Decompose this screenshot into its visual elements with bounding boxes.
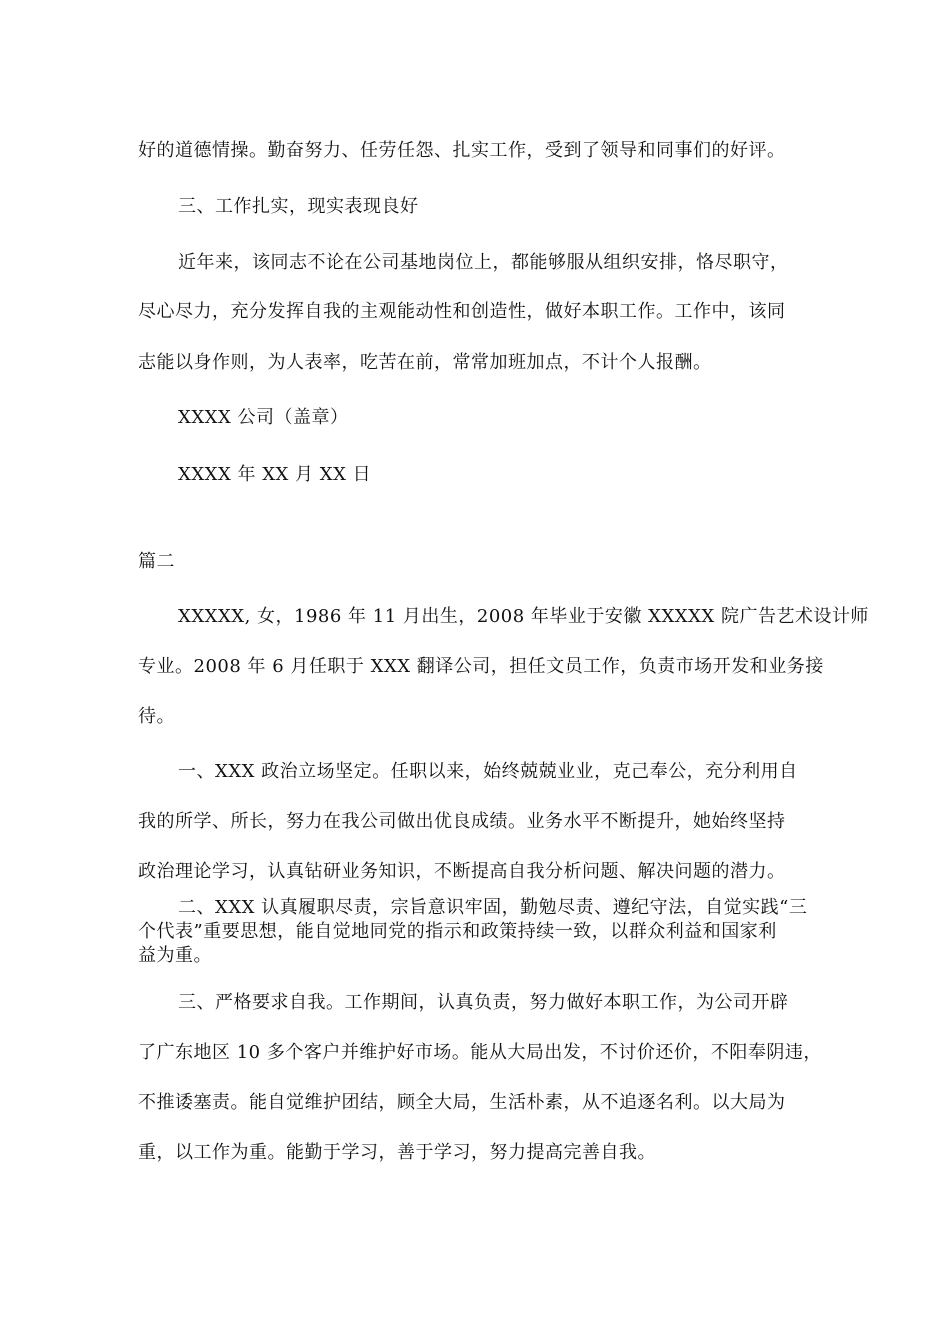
paragraph-line: 政治理论学习，认真钻研业务知识，不断提高自我分析问题、解决问题的潜力。 xyxy=(138,861,786,882)
paragraph-line: 近年来，该同志不论在公司基地岗位上，都能够服从组织安排，恪尽职守， xyxy=(178,252,789,273)
paragraph-line: 三、严格要求自我。工作期间，认真负责，努力做好本职工作，为公司开辟 xyxy=(178,992,789,1013)
section-heading: 三、工作扎实，现实表现良好 xyxy=(178,196,419,217)
paragraph-line: 待。 xyxy=(138,706,175,727)
paragraph-line: 我的所学、所长，努力在我公司做出优良成绩。业务水平不断提升，她始终坚持 xyxy=(138,811,786,832)
company-seal-line: XXXX 公司（盖章） xyxy=(178,407,349,428)
paragraph-line: 益为重。 xyxy=(138,945,212,966)
paragraph-line: XXXXX, 女，1986 年 11 月出生，2008 年毕业于安徽 XXXXX 院广告艺术设计师 xyxy=(178,606,869,627)
section-title: 篇二 xyxy=(138,551,175,572)
paragraph-line: 不推诿塞责。能自觉维护团结，顾全大局，生活朴素，从不追逐名利。以大局为 xyxy=(138,1092,786,1113)
paragraph-line: 专业。2008 年 6 月任职于 XXX 翻译公司，担任文员工作，负责市场开发和业务接 xyxy=(138,656,824,677)
paragraph-line: 好的道德情操。勤奋努力、任劳任怨、扎实工作，受到了领导和同事们的好评。 xyxy=(138,140,786,161)
paragraph-line: 志能以身作则，为人表率，吃苦在前，常常加班加点，不计个人报酬。 xyxy=(138,352,712,373)
paragraph-line: 二、XXX 认真履职尽责，宗旨意识牢固，勤勉尽责、遵纪守法，自觉实践“三 xyxy=(178,897,808,918)
date-line: XXXX 年 XX 月 XX 日 xyxy=(178,464,372,485)
paragraph-line: 尽心尽力，充分发挥自我的主观能动性和创造性，做好本职工作。工作中，该同 xyxy=(138,301,786,322)
paragraph-line: 了广东地区 10 多个客户并维护好市场。能从大局出发，不讨价还价，不阳奉阴违， xyxy=(138,1042,822,1063)
paragraph-line: 个代表”重要思想，能自觉地同党的指示和政策持续一致，以群众利益和国家利 xyxy=(138,921,777,942)
paragraph-line: 重，以工作为重。能勤于学习，善于学习，努力提高完善自我。 xyxy=(138,1142,656,1163)
paragraph-line: 一、XXX 政治立场坚定。任职以来，始终兢兢业业，克己奉公，充分利用自 xyxy=(178,761,798,782)
